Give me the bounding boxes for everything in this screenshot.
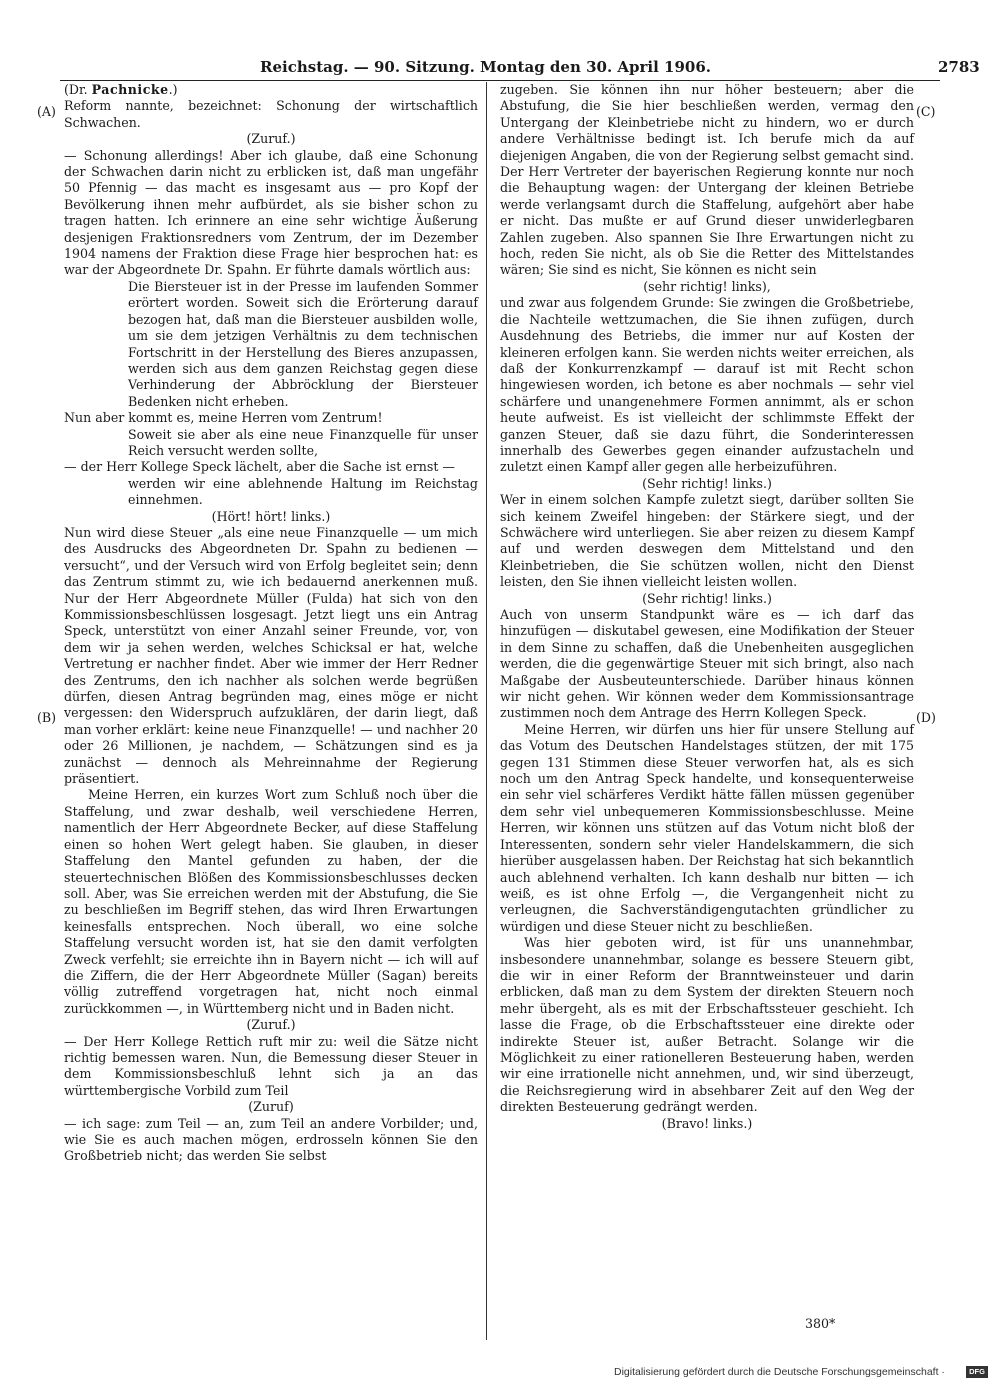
footer-credit: Digitalisierung gefördert durch die Deutsche Forschungsgemeinschaft · [614,1366,945,1378]
page-number: 2783 [938,58,980,76]
paragraph: Wer in einem solchen Kampfe zuletzt siegt, darüber sollten Sie sich keinem Zweifel hingeben: der Stärkere siegt, und der Schwächere wird unterliegen. Sie aber reizen zu diesem Kampf auf und werden deswegen dem Mittelstand und den Kleinbetrieben, die Sie schützen wollen, nicht den Dienst leisten, den Sie ihnen vielleicht leisten wollen. [500,492,914,590]
interjection: (Sehr richtig! links.) [642,590,772,606]
speaker-name: Pachnicke [91,82,169,97]
margin-mark-b: (B) [37,710,57,725]
margin-mark-d: (D) [916,710,936,725]
paragraph: Meine Herren, wir dürfen uns hier für unsere Stellung auf das Votum des Deutschen Handelstages stützen, der mit 175 gegen 131 Stimmen diese Steuer verworfen hat, als es sich noch um den Antrag Speck handelte, und konsequenterweise ein sehr viel schärferes Verdikt hätte fällen müssen gegenüber dem sehr viel unbequemeren Kommissionsbeschlusse. Meine Herren, wir können uns stützen auf das Votum nicht bloß der Interessenten, sondern sehr vieler Handelskammern, die sich hierüber ausgelassen haben. Der Reichstag hat sich bekanntlich auch ablehnend verhalten. Ich kann deshalb nur bitten — ich weiß, es ist ohne Erfolg —, die Vergangenheit nicht zu verleugnen, die Sachverständigengutachten gründlicher zu würdigen und diese Steuer nicht zu beschließen. [500,721,914,934]
page-header-title: Reichstag. — 90. Sitzung. Montag den 30. April 1906. [260,58,712,76]
paragraph: Meine Herren, ein kurzes Wort zum Schluß noch über die Staffelung, und zwar deshalb, weil verschiedene Herren, namentlich der Herr Abgeordnete Becker, auf diese Staffelung einen so hohen Wert gelegt haben. Sie glauben, in dieser Staffelung den Mantel gefunden zu haben, der die steuertechnischen Blößen des Kommissionsbeschlusses decken soll. Aber, was Sie erreichen werden mit der Abstufung, die Sie zu beschließen im Begriff stehen, das wird Ihren Erwartungen keinesfalls entsprechen. Noch überall, wo eine solche Staffelung versucht worden ist, hat sie den damit verfolgten Zweck verfehlt; sie erreichte ihn in Bayern nicht — ich will auf die Ziffern, die der Herr Abgeordnete Müller (Sagan) bereits völlig zutreffend vorgetragen hat, nicht noch einmal zurückkommen —, in Württemberg nicht und in Baden nicht. [64,787,478,1016]
paragraph: — ich sage: zum Teil — an, zum Teil an andere Vorbilder; und, wie Sie es auch machen mögen, erdrosseln können Sie den Großbetrieb nicht; das werden Sie selbst [64,1115,478,1164]
column-divider [486,82,487,1340]
paragraph: — Der Herr Kollege Rettich ruft mir zu: weil die Sätze nicht richtig bemessen waren. Nun, die Bemessung dieser Steuer in dem Kommissionsbeschluß lehnt sich ja an das württembergische Vorbild zum Teil [64,1033,478,1098]
speaker-line [64,82,478,98]
left-column [64,82,478,1165]
quoted-paragraph: Die Biersteuer ist in der Presse im laufenden Sommer erörtert worden. Soweit sich die Erörterung darauf bezogen hat, daß man die Biersteuer ausbilden wolle, um sie dem jetzigen Verhältnis zu dem technischen Fortschritt in der Herstellung des Bieres anzupassen, werden sich aus dem ganzen Reichstag gegen diese Verhinderung der Abbröcklung der Biersteuer Bedenken nicht erheben. [128,278,478,409]
speaker-suffix: .) [168,82,178,97]
interjection: (Zuruf) [248,1099,294,1115]
dfg-logo: DFG [966,1366,988,1378]
interjection: (Zuruf.) [246,1017,296,1033]
interjection: (Sehr richtig! links.) [642,475,772,491]
right-paragraphs [500,82,914,1132]
signature-mark: 380* [805,1316,836,1331]
paragraph: — der Herr Kollege Speck lächelt, aber die Sache ist ernst — [64,459,455,475]
paragraph: Nun aber kommt es, meine Herren vom Zentrum! [64,410,383,426]
speaker-prefix: (Dr. [64,82,92,97]
paragraph: Auch von unserm Standpunkt wäre es — ich darf das hinzufügen — diskutabel gewesen, eine Modifikation der Steuer in dem Sinne zu schaffen, daß die Unebenheiten ausgeglichen werden, die die gegenwärtige Steuer mit sich bringt, also nach Maßgabe der Ausbeuteunterschiede. Darüber hinaus können wir nicht gehen. Wir können weder dem Kommissionsantrage zustimmen noch dem Antrage des Herrn Kollegen Speck. [500,607,914,721]
quoted-paragraph: werden wir eine ablehnende Haltung im Reichstag einnehmen. [128,475,478,508]
paragraph: Nun wird diese Steuer „als eine neue Finanzquelle — um mich des Ausdrucks des Abgeordneten Dr. Spahn zu bedienen — versucht“, und der Versuch wird von Erfolg begleitet sein; denn das Zentrum stimmt zu, wie ich bedauernd anerkennen muß. Nur der Herr Abgeordnete Müller (Fulda) hat sich von den Kommissionsbeschlüssen losgesagt. Jetzt liegt uns ein Antrag Speck, unterstützt von einer Anzahl seiner Freunde, vor, von dem wir ja sehen werden, welches Schicksal er hat, welche Vertretung er nachher findet. Aber wie immer der Herr Redner des Zentrums, den ich nachher als solchen werde begrüßen dürfen, diesen Antrag begründen mag, eines möge er nicht vergessen: den Widerspruch aufzuklären, der darin liegt, daß man vorher erklärt: keine neue Finanzquelle! — und nachher 20 oder 26 Millionen, je nachdem, — Schätzungen sind es ja zunächst — dennoch als Mehreinnahme der Regierung präsentiert. [64,524,478,787]
right-column [500,82,914,1132]
margin-mark-c: (C) [916,104,936,119]
margin-mark-a: (A) [37,104,56,119]
interjection: (Zuruf.) [246,131,296,147]
quoted-paragraph: Soweit sie aber als eine neue Finanzquelle für unser Reich versucht werden sollte, [128,426,478,458]
paragraph: zugeben. Sie können ihn nur höher besteuern; aber die Abstufung, die Sie hier beschließen werden, vermag den Untergang der Kleinbetriebe nicht zu hindern, wo er durch andere Verhältnisse bedingt ist. Ich berufe mich da auf diejenigen Angaben, die von der Regierung selbst gemacht sind. Der Herr Vertreter der bayerischen Regierung konnte nur noch die Behauptung wagen: der Untergang der kleinen Betriebe werde verlangsamt durch die Staffelung, aufgehört aber habe er nicht. Das mußte er auf Grund dieser unwiderlegbaren Zahlen zugeben. Also spannen Sie Ihre Erwartungen nicht zu hoch, reden Sie nicht, als ob Sie die Retter des Mittelstandes wären; Sie sind es nicht, Sie können es nicht sein [500,82,914,278]
interjection: (sehr richtig! links), [643,278,771,294]
paragraph: und zwar aus folgendem Grunde: Sie zwingen die Großbetriebe, die Nachteile wettzumachen, die Sie ihnen zufügen, durch Ausdehnung des Betriebs, die immer nur auf Kosten der kleineren erfolgen kann. Sie werden nichts weiter erreichen, als daß der Konkurrenzkampf — darauf ist mit Recht schon hingewiesen worden, ich betone es aber nochmals — sehr viel schärfere und unangenehmere Formen annimmt, als er schon heute aufweist. Es ist vielleicht der schlimmste Effekt der ganzen Steuer, daß sie dazu führt, die Sonderinteressen innerhalb des Gewerbes gegen einander aufzustacheln und zuletzt einen Kampf aller gegen alle herbeizuführen. [500,295,914,475]
interjection: (Bravo! links.) [661,1115,753,1131]
paragraph: Was hier geboten wird, ist für uns unannehmbar, insbesondere unannehmbar, solange es bessere Steuern gibt, die wir in einer Reform der Branntweinsteuer und darin erblicken, daß man zu dem System der direkten Steuern noch mehr übergeht, als es mit der Erbschaftssteuer geschieht. Ich lasse die Frage, ob die Erbschaftssteuer eine direkte oder indirekte Steuer ist, außer Betracht. Solange wir die Möglichkeit zu einer rationelleren Besteuerung haben, werden wir eine irrationelle nicht annehmen, und, wir sind überzeugt, die Reichsregierung wird in absehbarer Zeit auf den Weg der direkten Besteuerung gedrängt werden. [500,935,914,1115]
left-paragraphs [64,98,478,1164]
paragraph: Reform nannte, bezeichnet: Schonung der wirtschaftlich Schwachen. [64,98,478,130]
paragraph: — Schonung allerdings! Aber ich glaube, daß eine Schonung der Schwachen darin nicht zu erblicken ist, daß man ungefähr 50 Pfennig — das macht es insgesamt aus — pro Kopf der Bevölkerung ihnen mehr aufbürdet, als sie bisher schon zu tragen hatten. Ich erinnere an eine sehr wichtige Äußerung desjenigen Fraktionsredners vom Zentrum, der im Dezember 1904 namens der Fraktion diese Frage hier besprochen hat: es war der Abgeordnete Dr. Spahn. Er führte damals wörtlich aus: [64,147,478,278]
header-rule [60,80,940,81]
interjection: (Hört! hört! links.) [211,508,331,524]
